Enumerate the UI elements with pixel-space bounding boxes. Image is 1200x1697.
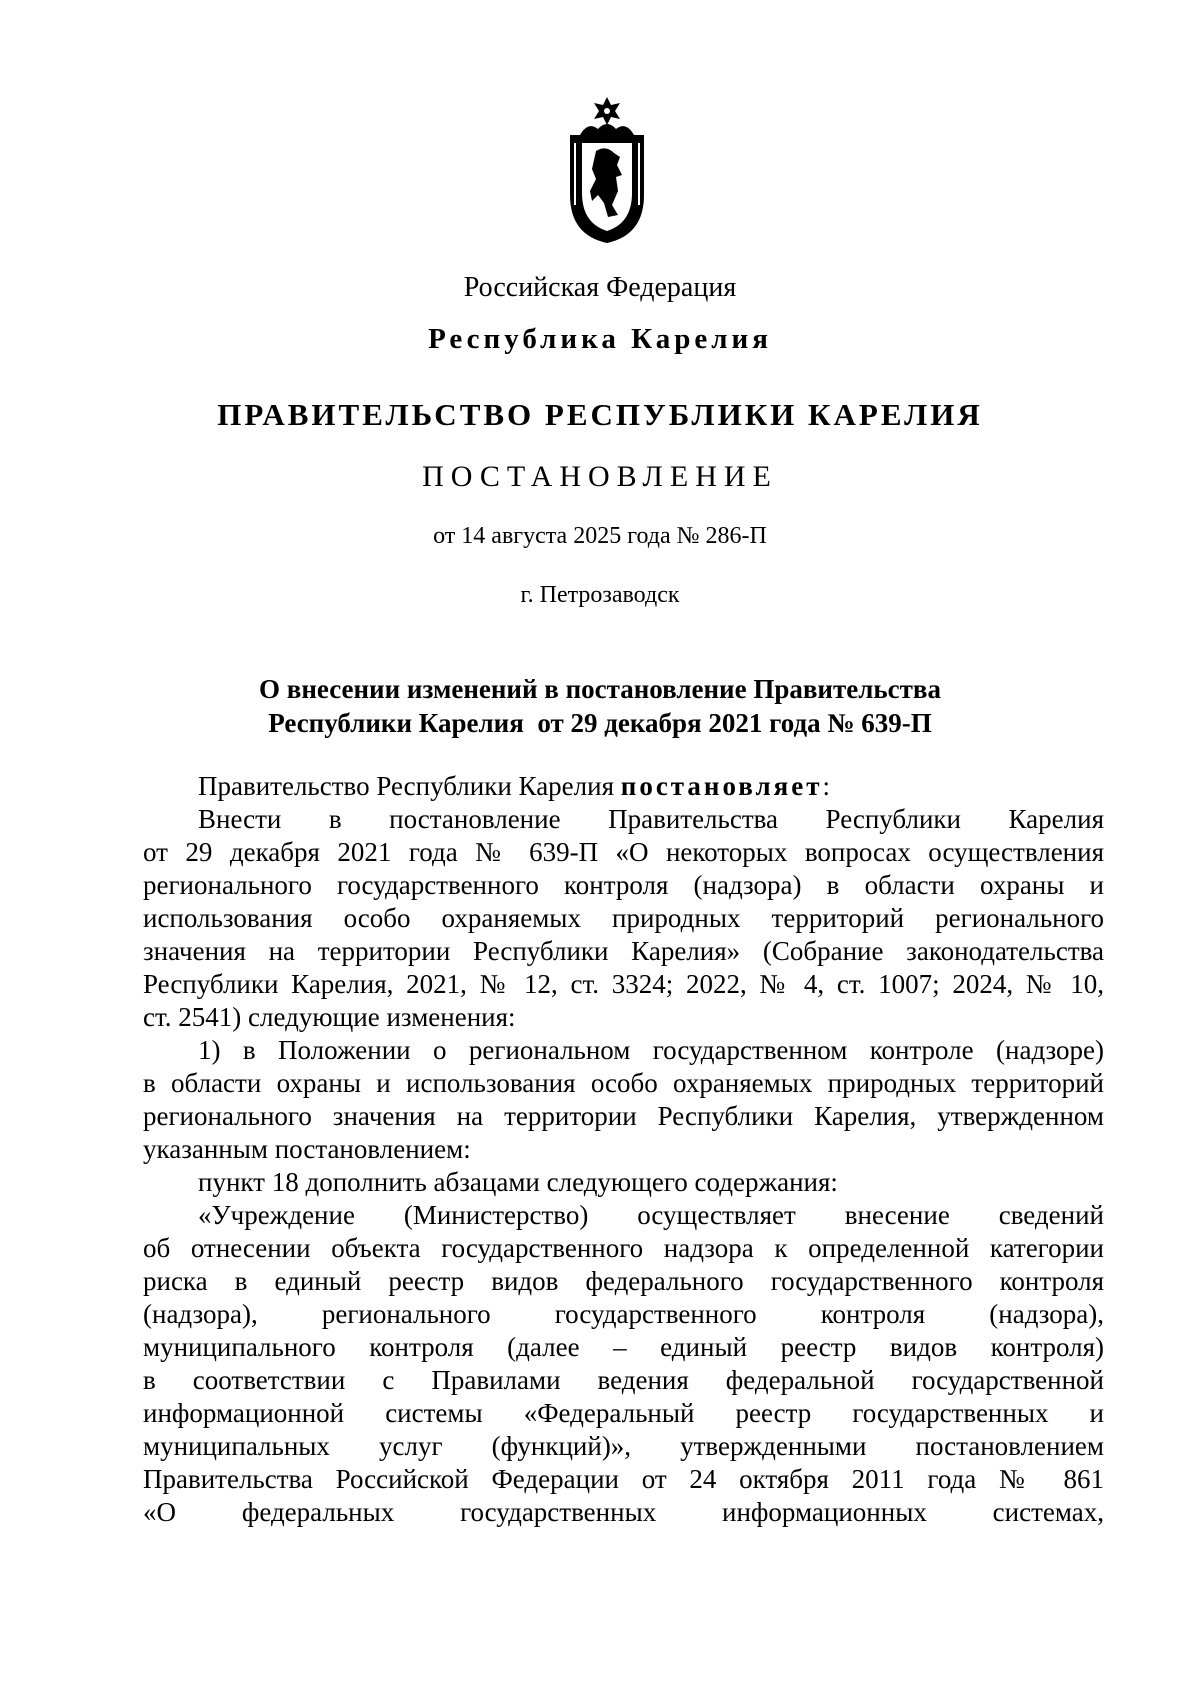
document-subject — [0, 672, 1200, 740]
government-title: ПРАВИТЕЛЬСТВО РЕСПУБЛИКИ КАРЕЛИЯ — [217, 397, 983, 432]
text-line: в области охраны и использования особо охраняемых природных территорий — [143, 1068, 1104, 1098]
text-line: «Учреждение (Министерство) осуществляет внесение сведений — [198, 1200, 1104, 1230]
text-line: риска в единый реестр видов федерального государственного контроля — [143, 1266, 1104, 1296]
item-1-point: пункт 18 дополнить абзацами следующего содержания: — [198, 1167, 838, 1197]
text-line: информационной системы «Федеральный реестр государственных и — [143, 1398, 1104, 1428]
text-line: регионального значения на территории Республики Карелия, утвержденном — [143, 1101, 1104, 1131]
text-line: указанным постановлением: — [143, 1134, 471, 1164]
document-date-number: от 14 августа 2025 года № 286-П — [433, 523, 767, 549]
subject-line: О внесении изменений в постановление Правительства — [259, 674, 941, 704]
item-1-paragraph — [143, 1034, 1104, 1166]
quoted-text-paragraph — [143, 1199, 1104, 1529]
subject-line: Республики Карелия от 29 декабря 2021 года № 639-П — [268, 708, 932, 738]
text-line: «О федеральных государственных информационных системах, — [143, 1497, 1104, 1527]
text-line: Правительства Российской Федерации от 24 октября 2011 года № 861 — [143, 1464, 1104, 1494]
text-line: Республики Карелия, 2021, № 12, ст. 3324; 2022, № 4, ст. 1007; 2024, № 10, — [143, 969, 1104, 999]
text-line: использования особо охраняемых природных территорий регионального — [143, 903, 1104, 933]
text-line: (надзора), регионального государственного контроля (надзора), — [143, 1299, 1104, 1329]
amendment-paragraph — [143, 803, 1104, 1034]
text-line: от 29 декабря 2021 года № 639-П «О некоторых вопросах осуществления — [143, 837, 1104, 867]
text-line: Внести в постановление Правительства Республики Карелия — [198, 804, 1104, 834]
text-line: муниципальных услуг (функций)», утвержденными постановлением — [143, 1431, 1104, 1461]
text-line: 1) в Положении о региональном государственном контроле (надзоре) — [198, 1035, 1104, 1065]
intro-verb: постановляет — [620, 771, 823, 801]
document-body — [143, 770, 1104, 1529]
text-line: ст. 2541) следующие изменения: — [143, 1002, 516, 1032]
document-city: г. Петрозаводск — [520, 582, 680, 608]
intro-text: Правительство Республики Карелия — [198, 771, 621, 801]
karelia-coat-of-arms-icon — [562, 95, 652, 245]
text-line: муниципального контроля (далее – единый реестр видов контроля) — [143, 1332, 1104, 1362]
text-line: об отнесении объекта государственного надзора к определенной категории — [143, 1233, 1104, 1263]
text-line: регионального государственного контроля (надзора) в области охраны и — [143, 870, 1104, 900]
country-title: Российская Федерация — [463, 272, 737, 303]
text-line: в соответствии с Правилами ведения федеральной государственной — [143, 1365, 1104, 1395]
republic-title: Республика Карелия — [428, 323, 772, 355]
text-line: значения на территории Республики Карелия» (Собрание законодательства — [143, 936, 1104, 966]
document-type: ПОСТАНОВЛЕНИЕ — [422, 460, 778, 493]
intro-paragraph — [143, 770, 1104, 803]
intro-colon: : — [822, 771, 831, 801]
